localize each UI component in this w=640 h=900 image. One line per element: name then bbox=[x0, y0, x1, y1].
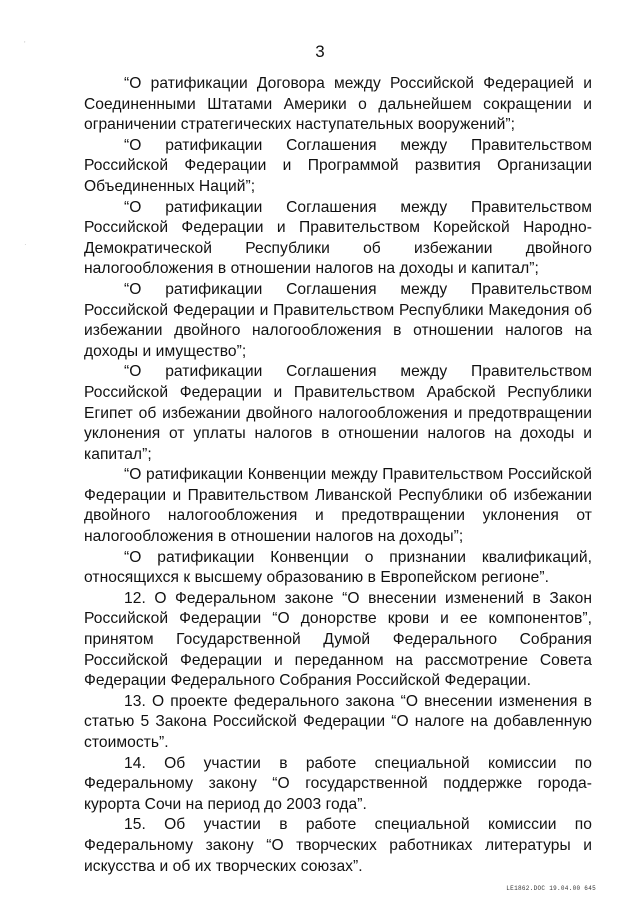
agenda-item-12: 12. О Федеральном законе “О внесении изменений в Закон Российской Федерации “О донорстве крови и ее компонентов”, принятом Государственной Думой Федерального Собрания Российской Федерации и переданном на рассмотрение Совета Федерации Федерального Собрания Российской Федерации. bbox=[84, 589, 592, 690]
footer-document-code: LE1862.DOC 19.04.00 645 bbox=[506, 885, 596, 892]
agenda-item-14: 14. Об участии в работе специальной комиссии по Федеральному закону “О государственной поддержке города-курорта Сочи на период до 2003 года”. bbox=[84, 754, 592, 813]
paragraph-qualifications-convention: “О ратификации Конвенции о признании квалификаций, относящихся к высшему образованию в Европейском регионе”. bbox=[84, 548, 592, 587]
document-body bbox=[84, 74, 592, 877]
paragraph-lebanon-tax-convention: “О ратификации Конвенции между Правительством Российской Федерации и Правительством Ливанской Республики об избежании двойного налогообложения и предотвращении уклонения от налогообложения в отношении налогов на доходы”; bbox=[84, 466, 592, 546]
paragraph-undp-agreement: “О ратификации Соглашения между Правительством Российской Федерации и Программой развития Организации Объединенных Наций”; bbox=[84, 136, 592, 195]
paragraph-dprk-tax-agreement: “О ратификации Соглашения между Правительством Российской Федерации и Правительством Корейской Народно-Демократической Республики об избежании двойного налогообложения в отношении налогов на доходы и капитал”; bbox=[84, 198, 592, 278]
agenda-item-15: 15. Об участии в работе специальной комиссии по Федеральному закону “О творческих работниках литературы и искусства и об их творческих союзах”. bbox=[84, 816, 592, 875]
paragraph-macedonia-tax-agreement: “О ратификации Соглашения между Правительством Российской Федерации и Правительством Республики Македония об избежании двойного налогообложения в отношении налогов на доходы и имущество”; bbox=[84, 280, 592, 360]
agenda-item-13: 13. О проекте федерального закона “О внесении изменения в статью 5 Закона Российской Федерации “О налоге на добавленную стоимость”. bbox=[84, 692, 592, 751]
paragraph-egypt-tax-agreement: “О ратификации Соглашения между Правительством Российской Федерации и Правительством Арабской Республики Египет об избежании двойного налогообложения и предотвращении уклонения от уплаты налогов в отношении налогов на доходы и капитал”; bbox=[84, 363, 592, 463]
margin-mark: ' bbox=[24, 40, 26, 49]
paragraph-treaty-usa: “О ратификации Договора между Российской Федерацией и Соединенными Штатами Америки о дальнейшем сокращении и ограничении стратегических наступательных вооружений”; bbox=[84, 75, 592, 134]
margin-mark: · bbox=[24, 240, 27, 249]
page-number: 3 bbox=[315, 42, 325, 61]
